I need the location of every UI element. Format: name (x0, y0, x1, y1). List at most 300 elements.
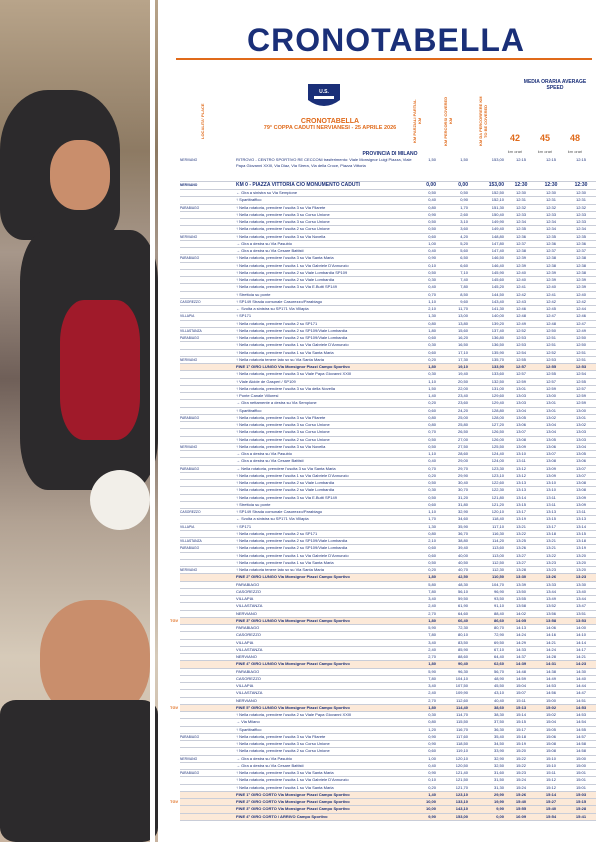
cell-desc: VILLAPIA (236, 596, 254, 601)
table-row (180, 321, 596, 328)
cell-time-45: 12:30 (544, 182, 558, 188)
table-row (180, 756, 596, 763)
cell-covered-km: 11,70 (458, 306, 468, 311)
cell-time-42: 12:36 (515, 233, 526, 239)
cell-place: VILLAPIA (180, 524, 195, 529)
cell-partial-km: 5,80 (428, 581, 436, 587)
cell-desc: ↑ SP149 Strada comunale Casorezzo/Parabiago (236, 509, 323, 514)
table-row (180, 328, 596, 335)
cell-time-45: 13:09 (545, 472, 556, 478)
cell-place: VILLASTANZA (180, 539, 202, 543)
cell-time-48: 12:50 (575, 342, 586, 348)
cell-desc: ↑ Nella rotatoria, prendere l'uscita 2 su SP109/Viale Lombardia (236, 335, 348, 340)
col-partial-header: KM PARZIALI PARTIAL KM (412, 99, 422, 143)
cell-remaining-km: 36,30 (493, 726, 504, 732)
cell-time-42: 14:48 (515, 668, 526, 674)
cell-time-45: 14:24 (545, 646, 556, 652)
cell-desc: FINE 2° GIRO CORTO Via Monsignor Piazzi Campo Sportivo (236, 799, 350, 804)
cell-partial-km: 0,60 (428, 545, 436, 551)
cell-time-45: 12:37 (545, 248, 556, 253)
cell-remaining-km: 148,80 (491, 233, 504, 239)
cell-remaining-km: 117,10 (492, 523, 504, 529)
cell-desc: PARABIAGO (236, 668, 260, 674)
cell-time-42: 12:15 (515, 157, 526, 162)
cell-time-48: 12:39 (575, 284, 586, 290)
cell-covered-km: 0,00 (458, 182, 468, 188)
cell-remaining-km: 149,90 (491, 219, 504, 224)
cell-covered-km: 17,10 (457, 349, 468, 355)
cell-covered-km: 24,20 (457, 407, 468, 413)
cell-remaining-km: 37,50 (493, 719, 504, 725)
cell-remaining-km: 32,90 (493, 755, 504, 761)
table-row (180, 770, 596, 777)
cell-covered-km: 3,10 (460, 219, 468, 224)
cell-remaining-km: 56,70 (493, 668, 504, 674)
cell-time-48: 15:01 (575, 770, 586, 775)
cell-time-45: 12:45 (545, 306, 556, 311)
cell-time-45: 12:59 (545, 385, 556, 391)
cell-desc: VILLASTANZA (236, 603, 263, 609)
cell-time-45: 13:23 (545, 559, 556, 565)
cell-partial-km: 7,80 (428, 588, 436, 594)
cell-partial-km: 0,80 (428, 204, 436, 210)
table-row (180, 415, 596, 422)
cell-time-48: 14:21 (575, 654, 586, 659)
cell-partial-km: 2,40 (428, 690, 436, 696)
col-place-header: LOCALITA' PLACE (200, 103, 205, 139)
table-row (180, 734, 596, 741)
table-row (170, 704, 596, 712)
cell-time-42: 12:43 (515, 298, 526, 304)
cell-remaining-km: 145,90 (491, 269, 504, 275)
cell-remaining-km: 140,00 (491, 313, 504, 319)
table-row (180, 263, 596, 270)
cell-covered-km: 61,90 (457, 603, 468, 609)
cell-time-48: 12:51 (575, 349, 586, 355)
cell-desc: ↑ Nella rotatoria, prendere l'uscita 1 su Via Gabriele D'Annunzio (236, 262, 349, 268)
cell-partial-km: 0,20 (428, 784, 436, 790)
cell-desc: FINE 2° GIRO LUNGO Via Monsignor Piazzi Campo Sportivo (236, 574, 350, 580)
cell-time-42: 12:38 (515, 248, 526, 253)
cell-time-45: 12:15 (545, 157, 556, 162)
table-row (180, 777, 596, 784)
cell-time-48: 12:30 (575, 190, 586, 195)
cell-remaining-km: 64,40 (493, 654, 504, 659)
cell-time-45: 15:00 (545, 697, 556, 703)
cell-partial-km: 0,30 (428, 712, 436, 717)
cell-desc: ↑ Nella rotatoria, prendere l'uscita 2 su Viale Lombardia (236, 480, 335, 485)
table-row (180, 806, 596, 813)
table-row (180, 524, 596, 531)
cell-time-42: 15:23 (515, 770, 526, 775)
table-row (180, 379, 596, 386)
cell-time-45: 13:52 (545, 603, 556, 609)
cell-remaining-km: 135,70 (491, 356, 504, 362)
cell-time-48: 13:47 (575, 603, 586, 609)
cell-time-48: 13:00 (575, 407, 586, 413)
cell-covered-km: 6,60 (460, 262, 468, 268)
cell-time-42: 14:33 (515, 646, 526, 652)
cell-time-42: 12:32 (515, 204, 526, 210)
cell-partial-km: 1,80 (428, 704, 436, 710)
cell-remaining-km: 143,40 (491, 298, 504, 304)
cell-covered-km: 23,60 (457, 400, 468, 406)
cell-time-42: 12:57 (515, 371, 526, 377)
cell-desc: ↑ Nella rotatoria, prendere l'uscita 3 su Viale Papa Giovanni XXIII (236, 371, 352, 377)
cell-covered-km: 109,90 (455, 690, 468, 696)
cell-time-45: 13:26 (545, 574, 557, 580)
cell-time-48: 15:00 (575, 762, 586, 768)
cell-covered-km: 40,50 (457, 559, 468, 565)
cell-time-48: 13:07 (575, 472, 586, 478)
cell-partial-km: 0,20 (428, 567, 436, 572)
cell-desc: CASOREZZO (236, 588, 261, 594)
table-row (180, 654, 596, 661)
cell-desc: ↑ Strettoia su ponte (236, 501, 271, 507)
cell-partial-km: 0,60 (428, 233, 436, 239)
cell-time-45: 13:23 (545, 567, 556, 572)
cell-partial-km: 0,60 (428, 349, 436, 355)
cell-covered-km: 123,10 (455, 791, 468, 797)
cell-covered-km: 31,80 (457, 501, 468, 507)
cell-time-48: 12:33 (575, 219, 586, 224)
cell-time-45: 15:08 (545, 741, 556, 746)
cell-covered-km: 121,50 (455, 777, 468, 783)
cell-covered-km: 40,70 (457, 567, 468, 572)
cell-remaining-km: 91,10 (493, 603, 504, 609)
cell-remaining-km: 150,40 (491, 211, 504, 217)
cell-time-45: 13:10 (545, 487, 556, 493)
cell-time-48: 14:53 (575, 712, 586, 717)
cell-time-45: 12:39 (545, 269, 556, 275)
cell-time-45: 13:21 (545, 538, 556, 543)
cell-time-45: 12:53 (545, 356, 556, 362)
cell-desc: ← Svolta a sinistra su SP171 Via Villapia (236, 306, 309, 311)
cell-covered-km: 16,20 (457, 335, 468, 340)
cell-covered-km: 64,60 (457, 610, 468, 616)
cell-time-48: 13:13 (575, 516, 586, 522)
cell-time-42: 14:39 (515, 661, 527, 667)
cell-remaining-km: 146,50 (491, 255, 504, 261)
table-row (180, 350, 596, 357)
speed-1: 42 (509, 133, 520, 143)
page-title: CRONOTABELLA (246, 22, 526, 58)
cell-partial-km: 0,20 (428, 356, 436, 362)
cell-time-48: 14:58 (575, 741, 586, 746)
cell-covered-km: 19,40 (457, 371, 468, 377)
cell-time-45: 12:41 (545, 291, 556, 297)
cell-desc: NERVIANO (236, 610, 257, 616)
cell-covered-km: 15,60 (457, 327, 468, 333)
cell-desc: PARABIAGO (236, 581, 260, 587)
cell-time-42: 12:35 (515, 226, 526, 232)
cell-covered-km: 3,60 (460, 226, 468, 232)
cell-time-45: 12:34 (545, 219, 556, 224)
table-row (180, 596, 596, 603)
cell-time-42: 15:19 (515, 741, 526, 746)
cell-partial-km: 0,80 (428, 719, 436, 725)
cell-remaining-km: 34,50 (493, 741, 504, 746)
table-row (180, 248, 596, 255)
table-row (180, 727, 596, 734)
cell-time-48: 12:59 (575, 400, 586, 406)
cell-time-48: 13:09 (575, 494, 586, 500)
cell-time-48: 12:53 (575, 364, 587, 369)
cell-covered-km: 66,40 (457, 617, 468, 623)
cell-partial-km: 1,70 (428, 516, 436, 522)
cell-covered-km: 30,70 (457, 487, 468, 493)
title-rule (176, 58, 592, 60)
cell-place: NERVIANO (180, 756, 198, 761)
cell-desc: ↑ SP171 (236, 523, 252, 529)
cell-desc: ↑ Nella rotatoria, prendere l'uscita 3 su Via E.Butti SP149 (236, 284, 337, 290)
cell-covered-km: 20,50 (457, 378, 468, 384)
cell-partial-km: 0,60 (428, 748, 436, 754)
cell-time-45: 15:04 (545, 719, 556, 725)
cell-partial-km: 0,50 (428, 226, 436, 232)
cell-place: PARABIAGO (180, 546, 200, 551)
cell-time-42: 13:21 (515, 523, 526, 529)
cell-desc: ↑ Nella rotatoria, prendere l'uscita 1 su Via Gabriele D'Annunzio (236, 472, 349, 478)
cell-place: TGV (170, 704, 179, 710)
cell-time-42: 12:48 (515, 313, 526, 319)
table-row (180, 719, 596, 726)
cell-desc: ↑ Spartitraffico (236, 726, 262, 732)
table-row (180, 669, 596, 676)
cell-time-42: 13:12 (515, 472, 526, 478)
cell-time-42: 12:53 (515, 335, 526, 340)
cell-desc: → Gira a destra su Via Cesare Battisti (236, 762, 304, 768)
cell-partial-km: 0,20 (428, 472, 436, 478)
cell-time-45: 12:57 (545, 378, 556, 384)
cell-time-42: 12:37 (515, 240, 526, 246)
table-row (180, 197, 596, 204)
cell-time-48: 12:54 (575, 371, 586, 377)
cell-desc: RITROVO - CENTRO SPORTIVO RE CECCONI trasferimento: Viale Monsignor Luigi Piazza, Viale Papa Giovanni XXIII, Via Diaz, Via Sirera, Via della Croce, Piazza Vittoria (236, 157, 412, 168)
cell-remaining-km: 88,40 (493, 610, 504, 616)
cell-partial-km: 0,50 (428, 436, 436, 442)
cell-time-48: 13:15 (575, 530, 586, 536)
cell-desc: FINE 4° GIRO LUNGO Via Monsignor Piazzi Campo Sportivo (236, 661, 350, 667)
cell-remaining-km: 31,60 (493, 770, 504, 775)
cell-time-42: 13:08 (515, 436, 526, 442)
cell-time-45: 12:51 (545, 342, 556, 348)
cell-remaining-km: 125,50 (491, 443, 504, 449)
race-title: CRONOTABELLA (300, 118, 360, 125)
cell-remaining-km: 133,60 (491, 371, 504, 377)
cell-place: PARABIAGO (180, 336, 200, 340)
cell-remaining-km: 93,50 (493, 596, 504, 601)
cell-time-45: 13:58 (545, 617, 557, 623)
cell-remaining-km: 146,40 (491, 262, 504, 268)
cell-partial-km: 2,40 (428, 603, 436, 609)
cell-partial-km: 2,70 (428, 610, 436, 616)
cell-covered-km: 29,70 (457, 465, 468, 471)
cell-remaining-km: 123,10 (491, 472, 504, 478)
cell-desc: FINE 5° GIRO LUNGO Via Monsignor Piazzi Campo Sportivo (236, 704, 350, 710)
cell-time-48: 15:01 (575, 777, 586, 783)
cell-remaining-km: 126,00 (491, 436, 504, 442)
cell-place: NERVIANO (180, 444, 198, 449)
cell-covered-km: 6,50 (460, 255, 468, 261)
cell-partial-km: 1,80 (428, 327, 436, 333)
table-row (180, 437, 596, 444)
cell-covered-km: 28,60 (457, 451, 468, 456)
cell-time-48: 12:31 (575, 197, 586, 203)
cell-remaining-km: 131,00 (491, 385, 504, 391)
cell-covered-km: 143,10 (455, 806, 468, 812)
table-row (180, 466, 596, 473)
cell-time-42: 13:27 (515, 559, 526, 565)
cell-covered-km: 8,50 (460, 291, 468, 297)
table-row (180, 190, 596, 197)
cell-covered-km: 32,90 (457, 509, 468, 514)
table-row (180, 625, 596, 632)
cell-time-42: 13:12 (515, 465, 526, 471)
cell-partial-km: 0,80 (428, 320, 436, 326)
cell-covered-km: 121,70 (455, 784, 468, 790)
cell-partial-km: 0,90 (428, 770, 436, 775)
cell-desc: ↑ Nella rotatoria, prendere l'uscita 3 su Corso Unione (236, 429, 330, 435)
table-row (180, 531, 596, 538)
cell-time-48: 13:02 (575, 422, 586, 427)
cell-time-42: 13:07 (515, 429, 526, 435)
cell-desc: ↑ Nella rotatoria, prendere l'uscita 2 su Viale Lombardia (236, 487, 335, 493)
cell-covered-km: 83,50 (457, 639, 468, 645)
cell-covered-km: 88,60 (457, 654, 468, 659)
table-row (180, 690, 596, 697)
cell-time-48: 13:53 (575, 617, 587, 623)
cell-time-48: 14:23 (575, 661, 587, 667)
cell-partial-km: 0,50 (428, 269, 436, 275)
cell-desc: ↑ Nella rotatoria, prendere l'uscita 3 su Via Novella (236, 233, 326, 239)
cell-partial-km: 1,50 (428, 385, 436, 391)
cell-desc: ↑ Nella rotatoria, prendere l'uscita 3 su Via E.Butti SP149 (236, 494, 337, 500)
cell-remaining-km: 19,90 (493, 799, 504, 804)
cell-time-45: 15:11 (546, 770, 556, 775)
cell-time-45: 13:06 (545, 443, 556, 449)
cell-covered-km: 40,00 (457, 552, 468, 558)
cell-time-42: 12:41 (515, 284, 526, 290)
cell-place: NERVIANO (180, 183, 198, 187)
cell-covered-km: 104,10 (455, 675, 468, 681)
cell-partial-km: 0,50 (428, 494, 436, 500)
cell-desc: NERVIANO (236, 654, 257, 659)
table-row (180, 292, 596, 299)
cell-desc: ↑ Spartitraffico (236, 407, 262, 413)
table-row (180, 299, 596, 306)
cell-desc: ↑ Nella rotatoria, prendere l'uscita 1 su Via Gabriele D'Annunzio (236, 777, 349, 783)
table-row (180, 241, 596, 248)
cell-time-48: 13:23 (575, 574, 587, 580)
cell-desc: ↑ Nella rotatoria, prendere l'uscita 3 su Via Novella (236, 443, 326, 449)
cell-place: CASOREZZO (180, 510, 201, 514)
cell-covered-km: 153,00 (455, 813, 468, 819)
cell-remaining-km: 9,90 (496, 806, 504, 812)
cell-time-42: 15:40 (515, 799, 527, 804)
cell-time-45: 13:56 (545, 610, 556, 616)
cell-remaining-km: 112,30 (492, 567, 504, 572)
table-row (180, 763, 596, 770)
cell-covered-km: 133,10 (455, 799, 468, 804)
cell-time-45: 13:05 (545, 436, 556, 442)
cell-time-48: 13:03 (575, 436, 586, 442)
cell-time-42: 14:59 (515, 675, 526, 681)
timetable (170, 157, 596, 821)
cell-time-48: 14:54 (575, 719, 586, 725)
cell-remaining-km: 124,40 (491, 451, 504, 456)
table-row (180, 157, 596, 182)
table-row (180, 408, 596, 415)
cell-time-48: 12:15 (575, 157, 586, 162)
cell-partial-km: 1,30 (428, 523, 436, 529)
cell-time-48: 12:36 (575, 240, 586, 246)
cell-remaining-km: 38,60 (493, 704, 504, 710)
cell-partial-km: 2,10 (428, 306, 436, 311)
cell-partial-km: 0,20 (428, 400, 436, 406)
cell-remaining-km: 72,90 (493, 632, 504, 638)
cell-partial-km: 1,80 (428, 661, 436, 667)
table-row (180, 357, 596, 364)
cell-time-42: 12:54 (515, 349, 526, 355)
cell-time-42: 15:07 (515, 690, 526, 696)
cell-time-45: 15:02 (545, 712, 556, 717)
cell-time-42: 12:42 (515, 291, 526, 297)
cell-time-48: 12:46 (575, 313, 586, 319)
cell-covered-km: 27,50 (457, 443, 468, 449)
cell-desc: ↑ Nella rotatoria, prendere l'uscita 3 su Via Filarete (236, 204, 326, 210)
cell-desc: VILLAPIA (236, 683, 254, 688)
cell-desc: ← Svolta a sinistra su SP171 Via Villapia (236, 516, 309, 522)
cell-time-48: 13:05 (575, 451, 586, 456)
cell-time-42: 12:39 (515, 255, 526, 261)
table-row (180, 661, 596, 668)
cell-time-42: 12:53 (515, 342, 526, 348)
cell-time-48: 12:30 (574, 182, 588, 188)
cell-desc: ↑ Nella rotatoria, prendere l'uscita 2 su Corso Unione (236, 748, 330, 754)
cell-remaining-km: 137,40 (491, 327, 504, 333)
cell-covered-km: 42,50 (457, 574, 468, 580)
cell-remaining-km: 118,40 (492, 516, 504, 522)
cell-partial-km: 0,40 (428, 458, 436, 464)
cell-time-42: 15:04 (515, 683, 526, 688)
cell-time-48: 12:38 (575, 269, 586, 275)
cell-desc: ↑ Nella rotatoria, prendere l'uscita 3 su Corso Unione (236, 211, 330, 217)
cell-remaining-km: 127,20 (491, 422, 504, 427)
cell-partial-km: 0,70 (428, 429, 436, 435)
cell-time-48: 14:17 (575, 646, 586, 652)
cell-covered-km: 30,40 (457, 480, 468, 485)
cell-time-45: 13:18 (545, 530, 556, 536)
cell-partial-km: 2,40 (428, 646, 436, 652)
cell-remaining-km: 145,60 (491, 277, 504, 282)
cell-time-42: 13:25 (515, 538, 526, 543)
table-row (180, 545, 596, 552)
cell-covered-km: 16,50 (457, 342, 468, 348)
table-row (180, 277, 596, 284)
cell-remaining-km: 153,00 (491, 157, 504, 162)
cell-partial-km: 7,80 (428, 675, 436, 681)
table-row (180, 560, 596, 567)
cell-time-45: 12:34 (545, 226, 556, 232)
table-row (180, 495, 596, 502)
cell-remaining-km: 35,40 (493, 733, 504, 739)
cell-time-48: 12:51 (575, 356, 586, 362)
cell-remaining-km: 128,80 (491, 407, 504, 413)
cell-covered-km: 121,40 (455, 770, 468, 775)
cell-partial-km: 0,40 (428, 197, 436, 203)
cell-time-42: 13:26 (515, 545, 526, 551)
